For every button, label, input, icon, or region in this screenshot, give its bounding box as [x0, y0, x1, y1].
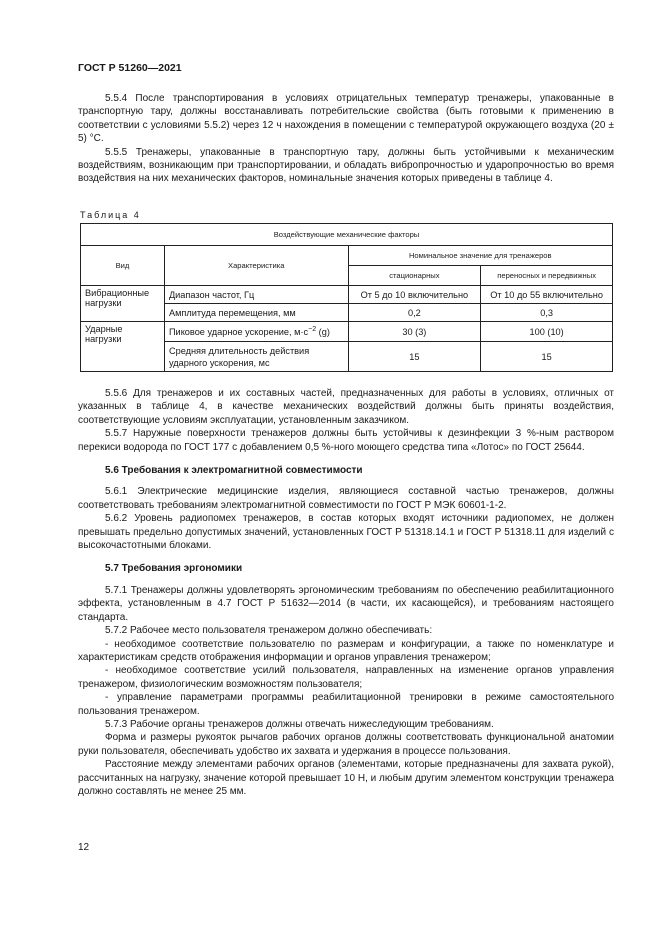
list-item: - управление параметрами программы реабилитационной тренировки в режиме самостоятельного пользования тренажером.	[78, 692, 614, 717]
list-item: - необходимое соответствие пользователю по размерам и конфигурации, а также по номенклатуре и характеристикам средств отображения информации и органов управления тренажером;	[78, 638, 614, 663]
table-cell-stationary: 15	[348, 342, 481, 372]
paragraph-5-5-5: 5.5.5 Тренажеры, упакованные в транспортную тару, должны быть устойчивыми к механическим воздействиям, возникающим при транспортировании, и обладать вибропрочностью и ударопрочностью во время воздействия на них механических факторов, номинальные значения которых приведены в таблице 4.	[78, 146, 614, 185]
table-cell-stationary: 0,2	[348, 304, 481, 322]
paragraph-5-7-3: 5.7.3 Рабочие органы тренажеров должны отвечать нижеследующим требованиям.	[105, 718, 494, 730]
table-cell-portable: 100 (10)	[481, 322, 613, 342]
table-caption: Таблица 4	[80, 210, 141, 220]
table-group-shock: Ударные нагрузки	[81, 322, 165, 372]
exponent: −2	[308, 325, 317, 333]
text-block-top	[78, 92, 614, 186]
list-item: - необходимое соответствие усилий пользователя, направленных на изменение органов управления тренажером, физиологическим возможностям пользователя;	[78, 665, 614, 690]
table-cell-stationary: 30 (3)	[348, 322, 481, 342]
table-cell-portable: 0,3	[481, 304, 613, 322]
paragraph-5-6-1: 5.6.1 Электрические медицинские изделия, являющиеся составной частью тренажеров, должны соответствовать требованиям электромагнитной совместимости по ГОСТ Р МЭК 60601-1-2.	[78, 486, 614, 511]
section-heading-5-6: 5.6 Требования к электромагнитной совместимости	[105, 465, 363, 477]
section-heading-5-7: 5.7 Требования эргономики	[105, 563, 243, 575]
characteristic-text: Пиковое ударное ускорение, м·с	[168, 327, 309, 338]
table-cell-characteristic: Диапазон частот, Гц	[164, 286, 348, 304]
table-cell-portable: 15	[481, 342, 613, 372]
table-cell-stationary: От 5 до 10 включительно	[348, 286, 481, 304]
paragraph-5-5-6: 5.5.6 Для тренажеров и их составных частей, предназначенных для работы в условиях, отличных от указанных в таблице 4, в качестве механических воздействий должны быть приняты воздействия, соответствующие условиям эксплуатации, установленным заказчиком.	[78, 388, 614, 426]
table-cell-characteristic: Амплитуда перемещения, мм	[164, 304, 348, 322]
table-row	[81, 322, 613, 342]
page-number: 12	[78, 842, 90, 853]
paragraph-5-5-7: 5.5.7 Наружные поверхности тренажеров должны быть устойчивы к дезинфекции 3 %-ным раствором перекиси водорода по ГОСТ 177 с добавлением 0,5 %-ного моющего средства типа «Лотос» по ГОСТ 25644.	[78, 428, 614, 453]
table-header-vid: Вид	[81, 246, 165, 286]
paragraph-5-7-3-distance: Расстояние между элементами рабочих органов (элементами, которые предназначены для захвата рукой), рассчитанных на нагрузку, значение которой превышает 10 Н, и любым другим элементом конструкции тренажера должно составлять не менее 25 мм.	[78, 759, 614, 797]
text-block-bottom	[78, 387, 614, 798]
table-header-characteristic: Характеристика	[164, 246, 348, 286]
table-header-stationary: стационарных	[348, 266, 481, 286]
table-cell-characteristic	[164, 322, 348, 342]
paragraph-5-7-3-form: Форма и размеры рукояток рычагов рабочих органов должны соответствовать функциональной анатомии руки пользователя, обеспечивать удобство их захвата и удержания в процессе пользования.	[78, 732, 614, 757]
table-group-vibration: Вибрационные нагрузки	[81, 286, 165, 322]
paragraph-5-5-4: 5.5.4 После транспортирования в условиях отрицательных температур тренажеры, упакованные в транспортную тару, должны восстанавливать потребительские свойства (быть готовыми к применению в соответствии с условиями 5.5.2) через 12 ч нахождения в помещении с температурой окружающего воздуха (20 ± 5) °С.	[78, 93, 614, 145]
table-row	[81, 286, 613, 304]
table-cell-characteristic: Средняя длительность действия ударного ускорения, мс	[164, 342, 348, 372]
table-cell-portable: От 10 до 55 включительно	[481, 286, 613, 304]
table-4	[80, 223, 613, 372]
document-header: ГОСТ Р 51260—2021	[78, 62, 182, 74]
table-header-nominal: Номинальное значение для тренажеров	[348, 246, 613, 266]
paragraph-5-6-2: 5.6.2 Уровень радиопомех тренажеров, в состав которых входят источники радиопомех, не должен превышать предельно допустимых значений, установленных ГОСТ Р 51318.14.1 и ГОСТ Р 51318.11 для изделий с высокочастотными блоками.	[78, 513, 614, 552]
paragraph-5-7-2: 5.7.2 Рабочее место пользователя тренажером должно обеспечивать:	[105, 625, 433, 637]
table-header-portable: переносных и передвижных	[481, 266, 613, 286]
characteristic-unit: (g)	[316, 327, 330, 338]
paragraph-5-7-1: 5.7.1 Тренажеры должны удовлетворять эргономическим требованиям по обеспечению реабилитационного эффекта, установленным в 4.7 ГОСТ Р 51632—2014 (в части, их касающейся), и требованиям настоящего стандарта.	[78, 584, 614, 623]
table-header-factors: Воздействующие механические факторы	[81, 224, 613, 246]
